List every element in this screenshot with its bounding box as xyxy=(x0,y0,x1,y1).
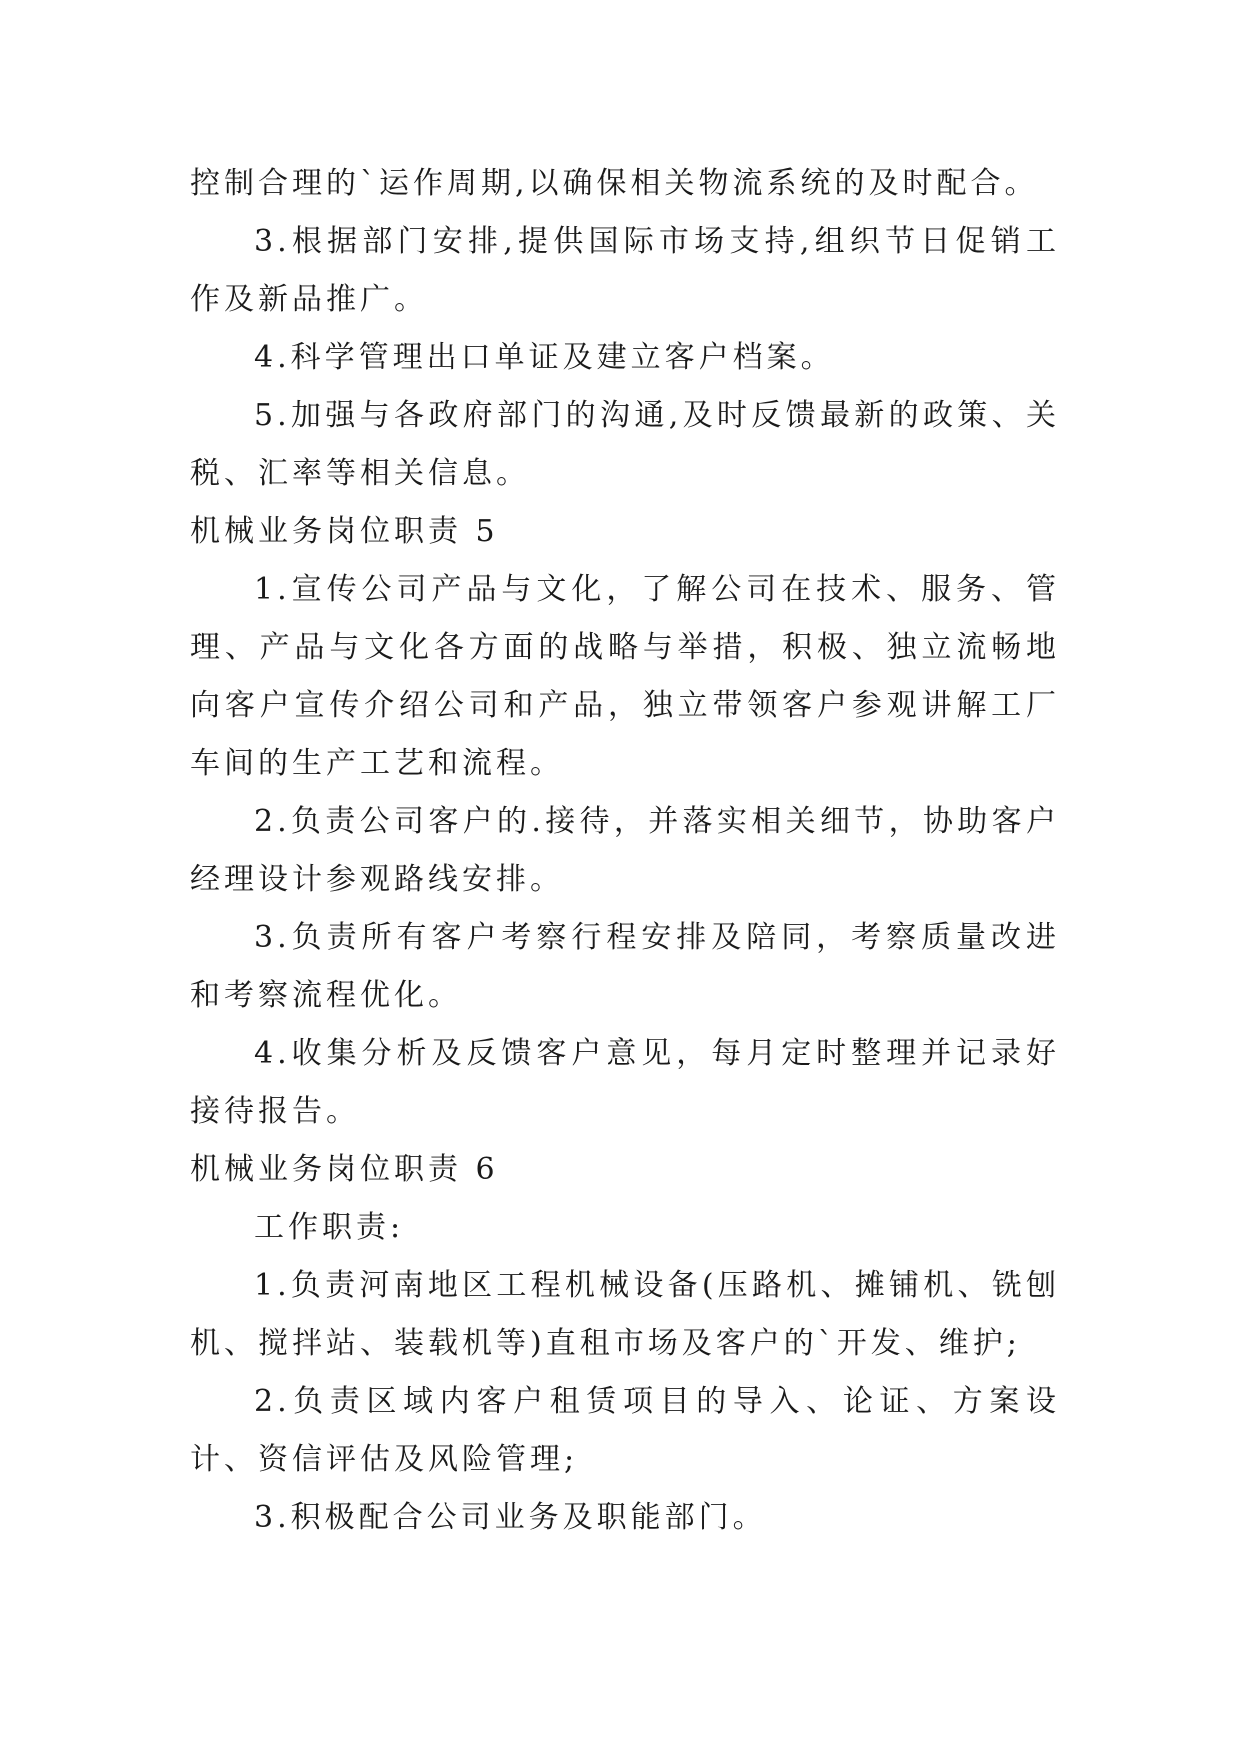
subsection-label: 工作职责: xyxy=(254,1210,405,1245)
document-body xyxy=(190,155,1060,1547)
list-item: 3.根据部门安排,提供国际市场支持,组织节日促销工作及新品推广。 xyxy=(190,224,1060,317)
list-item: 3.负责所有客户考察行程安排及陪同，考察质量改进和考察流程优化。 xyxy=(190,920,1060,1013)
list-item: 4.收集分析及反馈客户意见，每月定时整理并记录好接待报告。 xyxy=(190,1036,1060,1129)
list-item: 3.积极配合公司业务及职能部门。 xyxy=(254,1500,767,1535)
list-item: 2.负责区域内客户租赁项目的导入、论证、方案设计、资信评估及风险管理; xyxy=(190,1384,1060,1477)
section-heading: 机械业务岗位职责 6 xyxy=(190,1152,499,1187)
section-heading: 机械业务岗位职责 5 xyxy=(190,514,499,549)
list-item: 1.宣传公司产品与文化，了解公司在技术、服务、管理、产品与文化各方面的战略与举措，积极、独立流畅地向客户宣传介绍公司和产品，独立带领客户参观讲解工厂车间的生产工艺和流程。 xyxy=(190,572,1060,781)
list-item: 2.负责公司客户的.接待，并落实相关细节，协助客户经理设计参观路线安排。 xyxy=(190,804,1060,897)
list-item: 5.加强与各政府部门的沟通,及时反馈最新的政策、关税、汇率等相关信息。 xyxy=(190,398,1060,491)
list-item: 4.科学管理出口单证及建立客户档案。 xyxy=(254,340,835,375)
list-item: 1.负责河南地区工程机械设备(压路机、摊铺机、铣刨机、搅拌站、装载机等)直租市场及客户的`开发、维护; xyxy=(190,1268,1060,1361)
paragraph: 控制合理的`运作周期,以确保相关物流系统的及时配合。 xyxy=(190,166,1039,201)
